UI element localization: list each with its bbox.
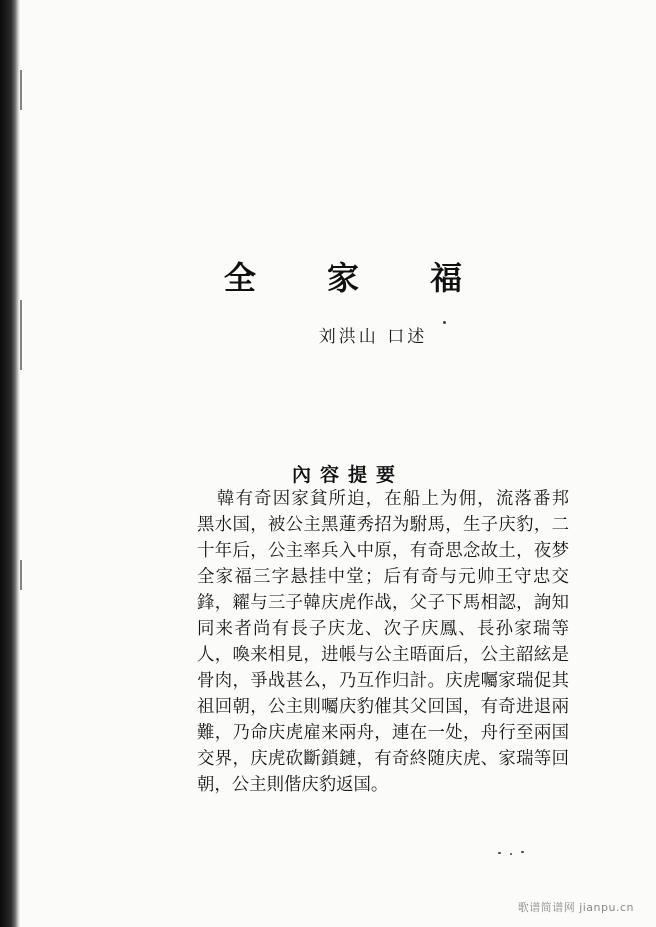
site-watermark: 歌谱简谱网 jianpu.cn [517, 901, 634, 914]
scan-dot [521, 851, 524, 853]
summary-line: 同来者尚有長子庆龙、次子庆鳳、長孙家瑞等 [197, 619, 569, 639]
summary-line: 人，喚来相見，进帳与公主晤面后，公主韶絃是 [197, 645, 569, 665]
summary-line: 骨肉，爭战甚么，乃互作归計。庆虎囑家瑞促其 [197, 671, 569, 691]
summary-line: 全家福三字悬挂中堂；后有奇与元帅王守忠交 [197, 567, 569, 587]
summary-line: 難，乃命庆虎雇来兩舟，連在一处，舟行至兩国 [197, 723, 569, 743]
scan-dot [498, 852, 501, 854]
summary-text-block [197, 486, 569, 798]
summary-line: 十年后，公主率兵入中原，有奇思念故土，夜梦 [197, 541, 569, 561]
summary-line: 韓有奇因家貧所迫，在船上为佣，流落番邦 [217, 489, 569, 509]
summary-heading: 內容提要 [291, 464, 404, 486]
scan-speckle [20, 560, 22, 590]
page-title: 全 家 福 [223, 259, 493, 297]
summary-line: 交界，庆虎砍斷鎖鏈，有奇終随庆虎、家瑞等回 [197, 749, 569, 769]
narrator-credit: 刘洪山 口述 [318, 327, 428, 347]
summary-line: 鋒，糴与三子韓庆虎作战，父子下馬相認，詢知 [197, 593, 569, 613]
scan-dot [510, 853, 512, 855]
summary-line: 朝，公主則偕庆豹返国。 [197, 775, 389, 795]
summary-line: 黑水国，被公主黑蓮秀招为駙馬，生子庆豹，二 [197, 515, 569, 535]
summary-line: 祖回朝，公主則囑庆豹催其父回国，有奇进退兩 [197, 697, 569, 717]
scan-speckle [20, 70, 22, 110]
scan-dot [443, 321, 446, 324]
